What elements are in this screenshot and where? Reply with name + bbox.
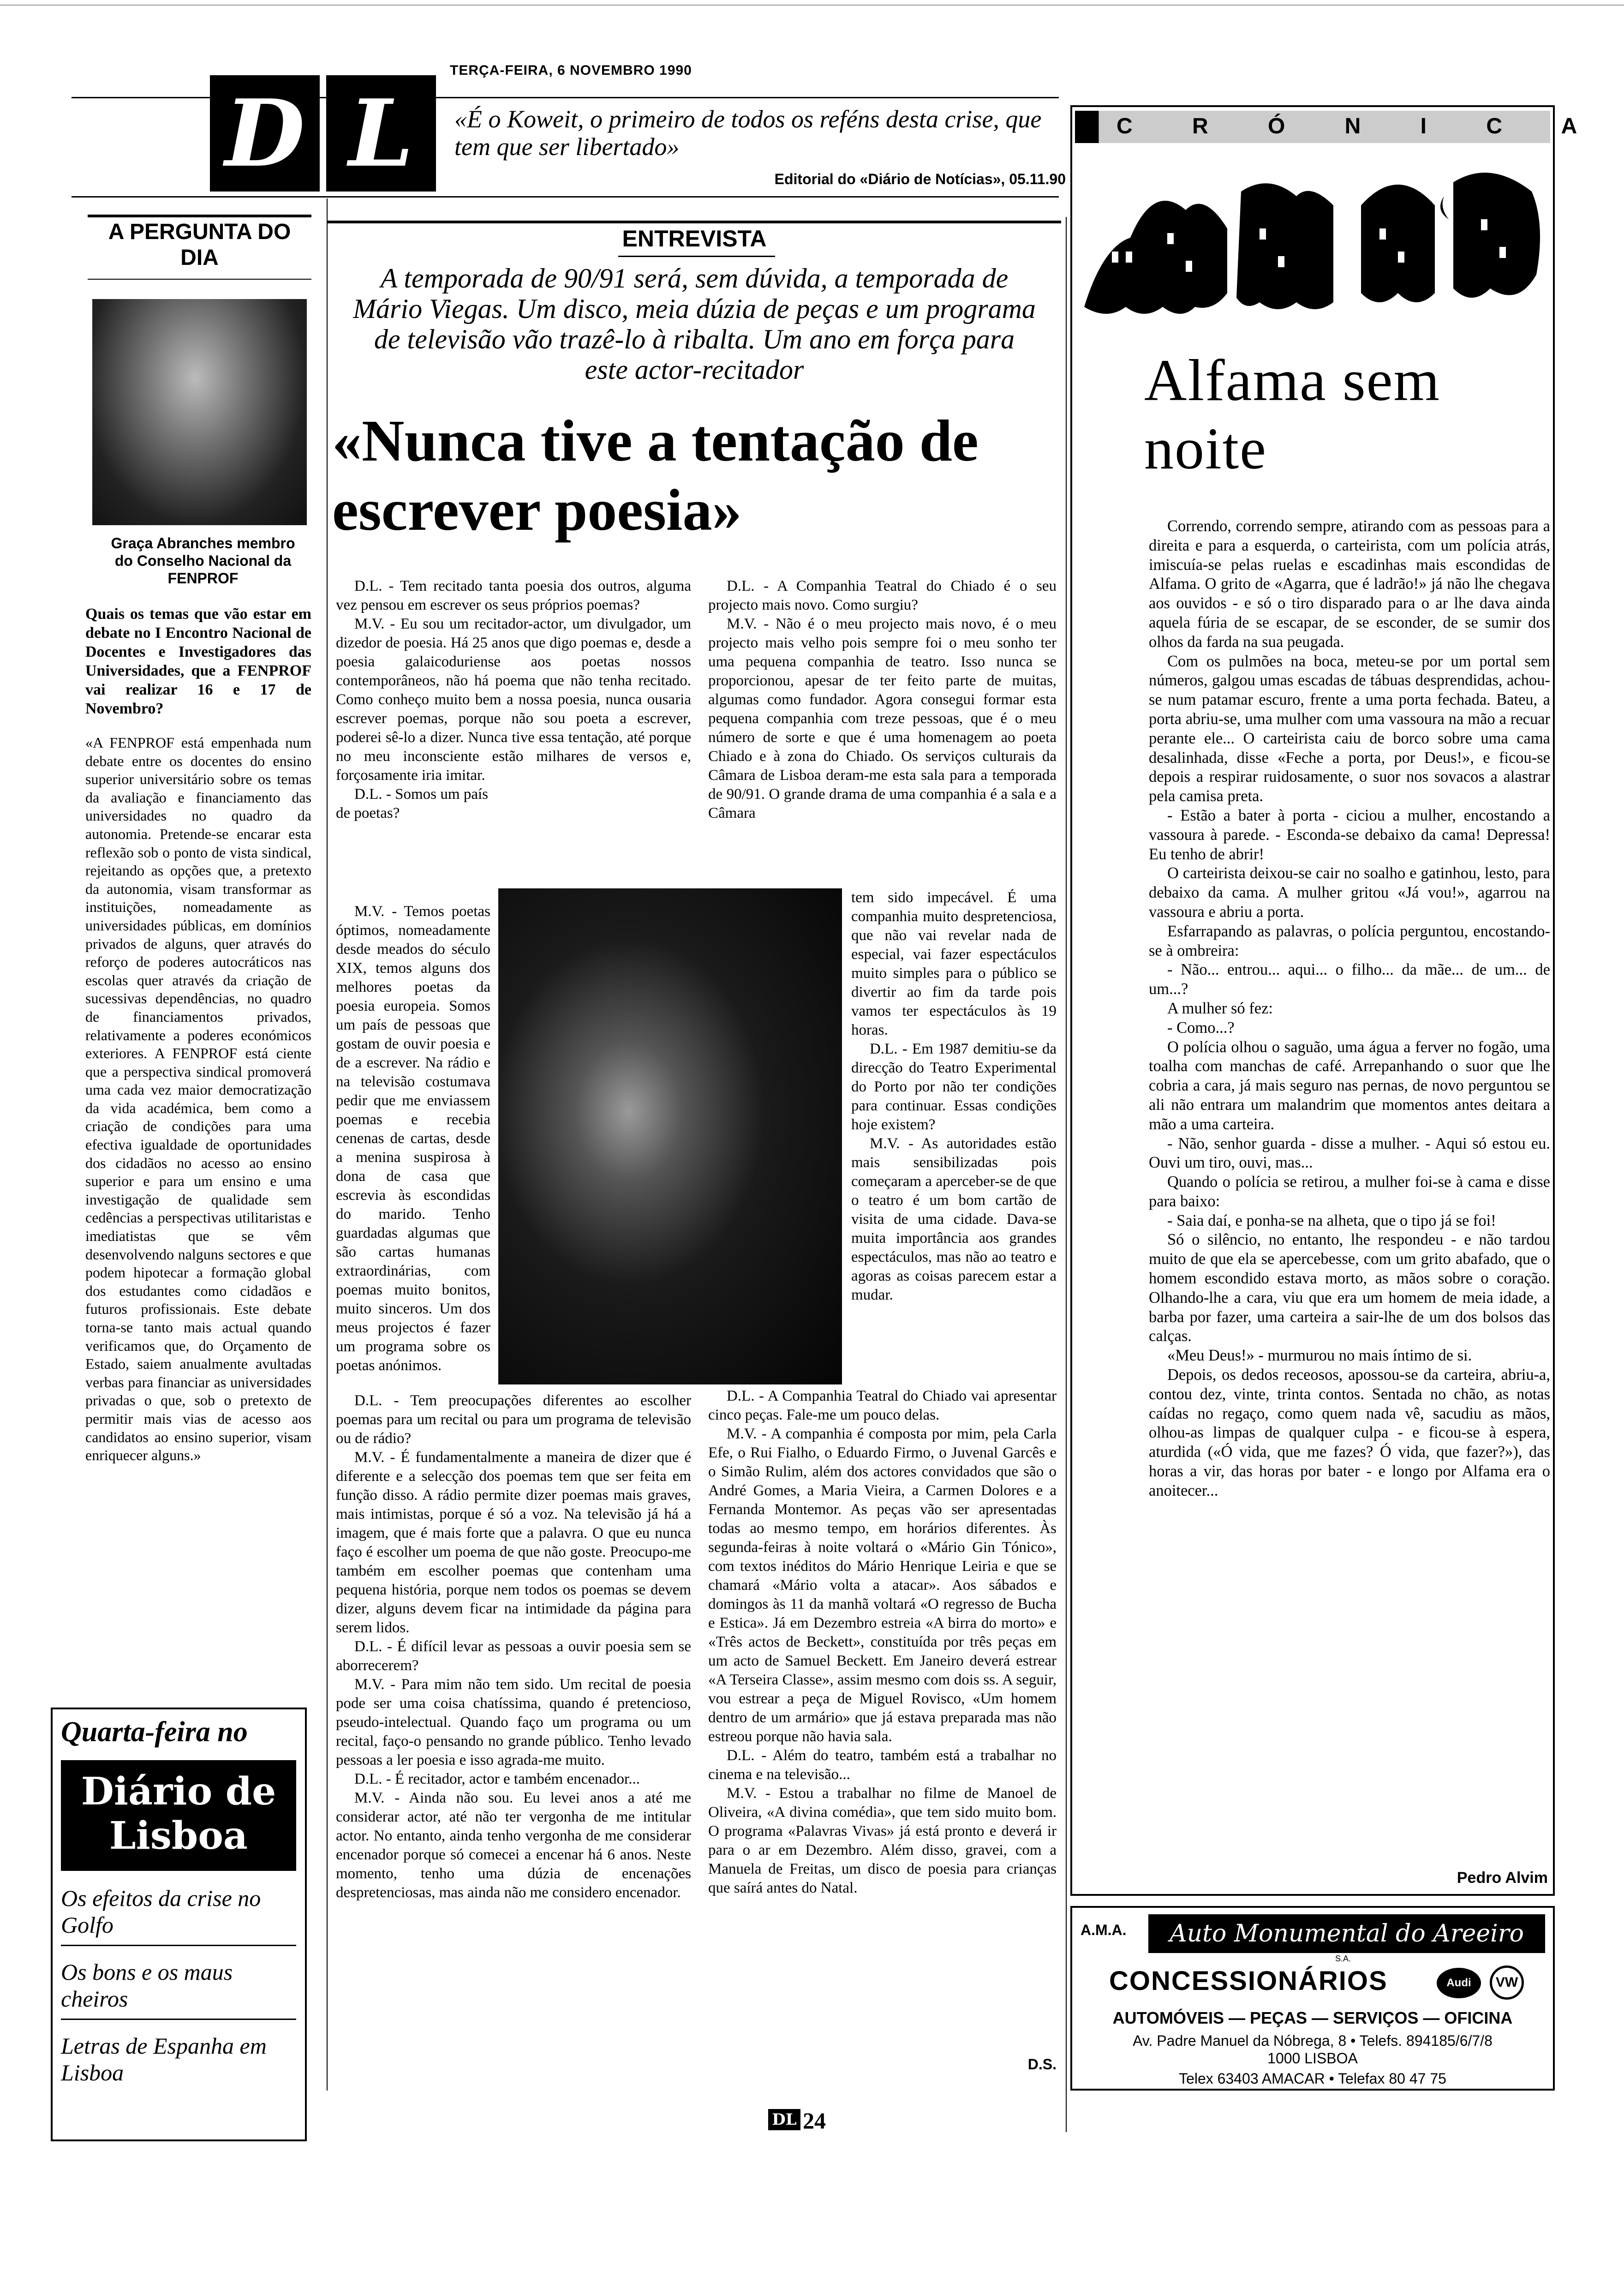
qa-paragraph: D.L. - É difícil levar as pessoas a ouvir poesia sem se aborrecerem? — [336, 1638, 691, 1674]
ama-address: Av. Padre Manuel da Nóbrega, 8 • Telefs. 894185/6/7/8 — [1133, 2032, 1493, 2049]
qa-paragraph: D.L. - É recitador, actor e também encenador... — [354, 1771, 640, 1787]
promo-box — [51, 1708, 307, 2141]
entrevista-col2-top — [708, 577, 1057, 823]
photo-caption: Graça Abranches membro do Conselho Nacional da FENPROF — [111, 535, 295, 587]
qa-paragraph: M.V. - Não é o meu projecto mais novo, é o meu projecto mais velho pois sempre foi o meu sonho ter uma pequena companhia de teatro. Isso nunca se proporcionou, apesar de ter feito parte de muitas, algumas como fundador. Agora consegui formar esta pequena companhia com treze pessoas, que é o meu número de sorte e que é uma homenagem ao poeta Chiado e à zona do Chiado. Os serviços culturais da Câmara de Lisboa deram-me esta sala para a temporada de 90/91. O grande drama de uma companhia é a sala e a Câmara — [708, 616, 1057, 821]
cronica-paragraph: A mulher só fez: — [1167, 999, 1273, 1017]
promo-item[interactable]: Os bons e os maus cheiros — [61, 1959, 233, 2012]
ama-brand: A.M.A. — [1081, 1922, 1127, 1938]
cronica-paragraph: - Estão a bater à porta - ciciou a mulher, encostando a vassoura à parede. - Esconda-se debaixo da cama! Depressa! Eu tenho de abrir! — [1149, 806, 1550, 863]
pergunta-answer: «A FENPROF está empenhada num debate entre os docentes do ensino superior universitário sobre os temas da avaliação e financiamento das universidades no quadro da autonomia. Pretende-se encarar esta reflexão sob o ponto de vista sindical, rejeitando as opções que, a pretexto da autonomia, visam transformar as instituições, nomeadamente as universidades públicas, em domínios privados de alguns, quer através do reforço de poderes autocráticos nas escolas quer através da criação de sucessivas dependências, no quadro de financiamentos privados, relativamente a poderes económicos exteriores. A FENPROF está ciente que a perspectiva sindical promoverá uma cada vez maior democratização da vida académica, bem como a criação de condições para uma efectiva igualdade de oportunidades dos cidadãos no acesso ao ensino superior e para um ensino e uma investigação de qualidade sem cedências a perspectivas utilitaristas e imediatistas que se vêm desenvolvendo nalguns sectores e que podem hipotecar a formação global dos estudantes como cidadãos e futuros profissionais. Este debate torna-se tanto mais actual quando verificamos que, do Orçamento de Estado, saiem anualmente avultadas verbas para financiar as universidades privadas o que, sob o pretexto de permitir mais vias de acesso aos candidatos ao ensino superior, visam enriquecer alguns.» — [85, 734, 311, 1464]
ama-contacts: Telex 63403 AMACAR • Telefax 80 47 75 — [1179, 2070, 1446, 2087]
graca-abranches-photo — [92, 299, 307, 525]
masthead-bottom-rule — [72, 196, 1059, 198]
qa-paragraph: M.V. - A companhia é composta por mim, pela Carla Efe, o Rui Fialho, o Eduardo Firmo, o Juvenal Garcês e o Simão Rulim, além dos actores convidados que são o André Gomes, a Maria Vieira, a Carmen Dolores e a Fernanda Montemor. As peças vão ser apresentadas todas ao mesmo tempo, em horários diferentes. Às segunda-feiras à noite voltará o «Mário Gin Tónico», com textos inéditos do Mário Henrique Leiria e que se chamará «Mário volta a atacar». Aos sábados e domingos às 11 da manhã voltará «O regresso de Bucha e Estica». Já em Dezembro estreia «A birra do morto» e «Três actos de Beckett», constituída por três peças em um acto de Samuel Beckett. Em Janeiro deverá estrear «A Terseira Classe», assim mesmo com dois ss. A seguir, vou estrear a peça de Miguel Rovisco, «Um homem dentro de um armário» que já estava preparada mas não estreou porque não havia sala. — [708, 1426, 1057, 1745]
entrevista-col2-bottom — [708, 1387, 1057, 1898]
promo-item[interactable]: Letras de Espanha em Lisboa — [61, 2033, 267, 2085]
qa-paragraph: D.L. - Somos um país de poetas? — [336, 786, 488, 821]
cronica-title: Alfama sem noite — [1144, 348, 1440, 481]
cronica-paragraph: Quando o polícia se retirou, a mulher foi-se à cama e disse para baixo: — [1149, 1173, 1550, 1210]
diario-de-lisboa-logo: Diário de Lisboa — [61, 1760, 296, 1871]
ama-script-logo: Auto Monumental do Areeiro — [1148, 1914, 1545, 1953]
promo-heading: Quarta-feira no — [61, 1716, 248, 1748]
column-divider — [1066, 217, 1067, 2132]
cronica-paragraph: Depois, os dedos receosos, apossou-se da carteira, abriu-a, contou dez, vinte, trinta contos. Sentada no chão, as notas caídas no regaço, como quem nada vê, sacudiu as mãos, olhou-as limpas de qualquer culpa - e ficou-se à espera, aturdida («Ó vida, que me fazes? Ó vida, que fazer?»), das horas a vir, das horas por bater - e longo por Alfama era o anoitecer... — [1149, 1366, 1550, 1499]
vw-logo: VW — [1490, 1965, 1524, 2000]
mario-viegas-photo — [498, 888, 842, 1384]
qa-paragraph: M.V. - Para mim não tem sido. Um recital de poesia pode ser uma coisa chatíssima, quando é pretencioso, pseudo-intelectual. Quando faço um programa ou um recital, faço-o pensando no grande público. Tenho levado pessoas a ler poesia e isso agrada-me muito. — [336, 1676, 691, 1768]
cronica-paragraph: - Não, senhor guarda - disse a mulher. - Aqui só estou eu. Ouvi um tiro, ouvi, mas... — [1149, 1134, 1550, 1172]
cronica-banner-label: C R Ó N I C A — [1116, 114, 1604, 138]
entrevista-col2-narrow — [851, 888, 1057, 1305]
qa-paragraph: D.L. - A Companhia Teatral do Chiado vai apresentar cinco peças. Fale-me um pouco delas. — [708, 1388, 1057, 1423]
promo-item[interactable]: Os efeitos da crise no Golfo — [61, 1885, 261, 1938]
top-rule — [0, 5, 1624, 6]
dl-logo: D L — [210, 75, 436, 192]
masthead-quote-source: Editorial do «Diário de Notícias», 05.11.90 — [774, 171, 1066, 187]
cronica-paragraph: Com os pulmões na boca, meteu-se por um portal sem números, galgou umas escadas de tábuas desprendidas, achou-se num patamar escuro, frente a uma porta fechada. Bateu, a porta abriu-se, uma mulher com uma vassoura na mão a recuar perante ele... O carteirista caiu de borco sobre uma cama desalinhada, disse «Feche a porta, por Deus!», e ficou-se depois a respirar ruidosamente, o suor nos sovacos a alastrar pela camisa preta. — [1149, 652, 1550, 805]
qa-paragraph: D.L. - Além do teatro, também está a trabalhar no cinema e na televisão... — [708, 1747, 1057, 1783]
cronica-paragraph: Só o silêncio, no entanto, lhe respondeu - e não tardou muito de que ela se apercebesse, com um grito abafado, que o homem escondido estava morto, as mãos sobre o coração. Olhando-lhe a cara, viu que era um homem de meia idade, a barba por fazer, uma carteira a sair-lhe de um dos bolsos das calças. — [1149, 1231, 1550, 1345]
footer-dl-logo: DL — [768, 2109, 800, 2130]
ama-city: 1000 LISBOA — [1267, 2050, 1358, 2067]
cronica-body — [1149, 517, 1550, 1501]
pergunta-heading: A PERGUNTA DO DIA — [108, 220, 291, 270]
page-number: 24 — [803, 2108, 826, 2133]
cronica-paragraph: - Saia daí, e ponha-se na alheta, que o tipo já se foi! — [1167, 1211, 1496, 1229]
ama-advertisement[interactable] — [1070, 1906, 1555, 2091]
cronica-paragraph: - Não... entrou... aqui... o filho... da mãe... de um... de um...? — [1149, 961, 1550, 998]
entrevista-headline: «Nunca tive a tentação de escrever poesia» — [332, 408, 979, 543]
masthead-quote: «É o Koweit, o primeiro de todos os reféns desta crise, que tem que ser libertado» — [454, 105, 1042, 161]
qa-paragraph: D.L. - Tem preocupações diferentes ao escolher poemas para um recital ou para um programa de televisão ou de rádio? — [336, 1392, 691, 1447]
qa-paragraph: M.V. - Eu sou um recitador-actor, um divulgador, um dizedor de poesia. Há 25 anos que digo poemas e, desde a poesia galaicoduriense aos poetas nossos contemporâneos, não há poema que não tenha recitado. Como conheço muito bem a nossa poesia, nunca ousaria escrever poemas, porque não sou poeta a escrever, poderei sê-lo a dizer. Nunca tive essa tentação, até porque no meu inconsciente estão milhares de versos e, forçosamente iria imitar. — [336, 616, 691, 784]
ama-services: AUTOMÓVEIS — PEÇAS — SERVIÇOS — OFICINA — [1112, 2008, 1513, 2027]
audi-logo: Audi — [1437, 1968, 1481, 1998]
pergunta-question: Quais os temas que vão estar em debate no I Encontro Nacional de Docentes e Investigadores das Universidades, que a FENPROF vai realizar 16 e 17 de Novembro? — [85, 605, 311, 717]
issue-date: TERÇA-FEIRA, 6 NOVEMBRO 1990 — [450, 63, 692, 78]
cronica-paragraph: O carteirista deixou-se cair no soalho e gatinhou, lesto, para debaixo da cama. A mulher gritou «Já vou!», agarrou na vassoura e abriu a porta. — [1149, 864, 1550, 921]
qa-paragraph: D.L. - Tem recitado tanta poesia dos outros, alguma vez pensou em escrever os seus próprios poemas? — [336, 578, 691, 613]
entrevista-signature: D.S. — [1027, 2056, 1057, 2073]
alfama-illustration — [1075, 155, 1550, 339]
cronica-paragraph: Esfarrapando as palavras, o polícia perguntou, encostando-se à ombreira: — [1149, 922, 1550, 959]
ama-headline: CONCESSIONÁRIOS — [1109, 1966, 1388, 1996]
qa-paragraph: tem sido impecável. É uma companhia muito despretenciosa, que não vai revelar nada de especial, vai fazer espectáculos muito simples para o público se divertir ao fim da tarde pois vamos ter espectáculos às 19 horas. — [851, 889, 1057, 1038]
qa-paragraph: M.V. - Estou a trabalhar no filme de Manoel de Oliveira, «A divina comédia», que tem sido muito bom. O programa «Palavras Vivas» já está pronto e deverá ir para o ar em Dezembro. Além disso, gravei, com a Manuela de Freitas, um disco de poesia para crianças que saírá antes do Natal. — [708, 1785, 1057, 1896]
entrevista-lead: A temporada de 90/91 será, sem dúvida, a temporada de Mário Viegas. Um disco, meia dúzia de peças e um programa de televisão vão trazê-lo à ribalta. Um ano em força para este actor-recitador — [353, 263, 1036, 385]
qa-paragraph: M.V. - As autoridades estão mais sensibilizadas pois começaram a aperceber-se de que o teatro é um bom cartão de visita de uma cidade. Dava-se muita importância aos grandes espectáculos, mas não ao teatro e agoras as coisas parecem estar a mudar. — [851, 1135, 1057, 1303]
cronica-paragraph: O polícia olhou o saguão, uma água a ferver no fogão, uma toalha com manchas de café. Arrepanhando o suor que lhe cobria a cara, já mais seguro nas pernas, de novo perguntou se ali não entrara um malandrim que momentos antes deitara a mão a uma carteira. — [1149, 1038, 1550, 1133]
entrevista-rule-top — [328, 221, 1061, 223]
pergunta-rule-top — [88, 215, 311, 217]
qa-paragraph: D.L. - A Companhia Teatral do Chiado é o seu projecto mais novo. Como surgiu? — [708, 578, 1057, 613]
entrevista-col1-narrow: M.V. - Temos poetas óptimos, nomeadamente desde meados do século XIX, temos alguns dos melhores poetas da poesia europeia. Somos um país de pessoas que gostam de ouvir poesia e de a escrever. Na rádio e na televisão costumava pedir que me enviassem poemas e recebia cenenas de cartas, desde a menina suspirosa à dona de casa que escrevia às escondidas do marido. Tenho guardadas algumas que são cartas humanas extraordinárias, com poemas muito bonitos, muito sinceros. Um dos meus projectos é fazer um programa sobre os poetas anónimos. — [336, 903, 490, 1374]
qa-paragraph: M.V. - É fundamentalmente a maneira de dizer que é diferente e a selecção dos poemas tem que ser feita em função disso. A rádio permite dizer poemas mais graves, mais intimistas, porque é só a voz. Na televisão já há a imagem, que é mais forte que a palavra. O que eu nunca faço é escolher um poema de que não goste. Preocupo-me também em escolher poemas que contenham uma pequena história, porque nem todos os poemas se devem dizer, alguns devem ficar na intimidade da página para serem lidos. — [336, 1449, 691, 1636]
entrevista-rule-kicker — [618, 256, 775, 257]
cronica-paragraph: «Meu Deus!» - murmurou no mais íntimo de si. — [1167, 1347, 1472, 1365]
cronica-paragraph: - Como...? — [1167, 1019, 1235, 1037]
pergunta-rule-bottom — [88, 279, 311, 280]
qa-paragraph: M.V. - Ainda não sou. Eu levei anos a até me considerar actor, até não ter vergonha de me intitular actor. No entanto, ainda tenho vergonha de me considerar encenador porque só comecei a encenar há 6 anos. Neste momento, tenho uma dúzia de encenações despretenciosas, mas ainda não me considero encenador. — [336, 1790, 691, 1901]
qa-paragraph: D.L. - Em 1987 demitiu-se da direcção do Teatro Experimental do Porto por não ter condições para continuar. Essas condições hoje existem? — [851, 1041, 1057, 1133]
ama-sa: S.A. — [1335, 1954, 1351, 1963]
entrevista-kicker: ENTREVISTA — [622, 226, 767, 252]
cronica-paragraph: Correndo, correndo sempre, atirando com as pessoas para a direita e para a esquerda, o carteirista, com um polícia atrás, imiscuía-se pelas ruelas e escadinhas mais escondidas de Alfama. O grito de «Agarra, que é ladrão!» já não lhe chegava aos ouvidos - e só o tiro disparado para o ar lhe dava ainda aquela fúria de se escapar, de se esconder, de se sumir dos olhos da farda na sua peugada. — [1149, 517, 1550, 651]
cronica-author: Pedro Alvim — [1457, 1869, 1548, 1887]
entrevista-col1-bottom — [336, 1391, 691, 1902]
column-divider — [327, 198, 328, 2091]
entrevista-col1-top — [336, 577, 691, 823]
